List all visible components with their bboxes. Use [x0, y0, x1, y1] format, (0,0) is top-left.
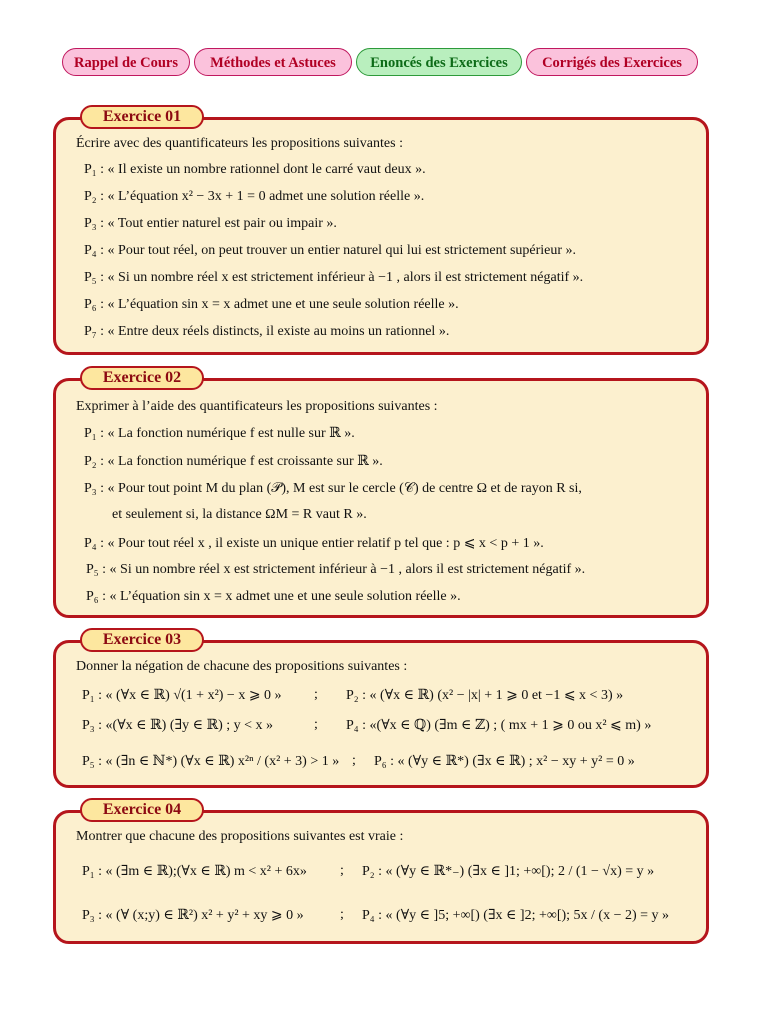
exercise-04 [53, 801, 709, 944]
tab-enonces-des-exercices[interactable]: Enoncés des Exercices [356, 48, 522, 76]
exercise-03-sep-2: ; [314, 717, 318, 732]
navigation-tabs [62, 48, 702, 78]
exercise-03 [53, 631, 709, 788]
exercise-02-prop-3: P₃ : « Pour tout point M du plan (𝒫), M est sur le cercle (𝒞) de centre Ω et de rayon R si, [84, 481, 582, 496]
exercise-01-title: Exercice 01 [80, 105, 204, 129]
exercise-04-prop-1: P₁ : « (∃m ∈ ℝ);(∀x ∈ ℝ) m < x² + 6x» [82, 864, 307, 879]
exercise-02-title: Exercice 02 [80, 366, 204, 390]
exercise-04-sep-1: ; [340, 863, 344, 878]
exercise-03-prop-1: P₁ : « (∀x ∈ ℝ) √(1 + x²) − x ⩾ 0 » [82, 688, 282, 703]
exercise-04-sep-2: ; [340, 907, 344, 922]
exercise-04-title: Exercice 04 [80, 798, 204, 822]
exercise-02-intro: Exprimer à l’aide des quantificateurs les propositions suivantes : [76, 399, 438, 414]
exercise-02-prop-3-continued: et seulement si, la distance ΩM = R vaut R ». [112, 507, 367, 522]
exercise-02-prop-2: P₂ : « La fonction numérique f est croissante sur ℝ ». [84, 454, 383, 469]
exercise-03-prop-3: P₃ : «(∀x ∈ ℝ) (∃y ∈ ℝ) ; y < x » [82, 718, 274, 733]
exercise-03-intro: Donner la négation de chacune des propositions suivantes : [76, 659, 408, 674]
exercise-02-prop-1: P₁ : « La fonction numérique f est nulle sur ℝ ». [84, 426, 355, 441]
exercise-04-prop-2: P₂ : « (∀y ∈ ℝ*₋) (∃x ∈ ]1; +∞[); 2 / (1 − √x) = y » [362, 864, 655, 879]
exercise-02-prop-4: P₄ : « Pour tout réel x , il existe un unique entier relatif p tel que : p ⩽ x < p + 1 ». [84, 536, 544, 551]
exercise-03-prop-5: P₅ : « (∃n ∈ ℕ*) (∀x ∈ ℝ) x²ⁿ / (x² + 3) > 1 » [82, 754, 340, 769]
exercise-03-sep-1: ; [314, 687, 318, 702]
exercise-04-intro: Montrer que chacune des propositions suivantes est vraie : [76, 829, 404, 844]
exercise-01-prop-4: P₄ : « Pour tout réel, on peut trouver un entier naturel qui lui est strictement supérieur ». [84, 243, 577, 258]
exercise-03-prop-2: P₂ : « (∀x ∈ ℝ) (x² − |x| + 1 ⩾ 0 et −1 ⩽ x < 3) » [346, 688, 624, 703]
exercise-02-prop-6: P₆ : « L’équation sin x = x admet une et une seule solution réelle ». [86, 589, 461, 604]
exercise-01-prop-5: P₅ : « Si un nombre réel x est strictement inférieur à −1 , alors il est strictement négatif ». [84, 270, 584, 285]
exercise-01-prop-2: P₂ : « L’équation x² − 3x + 1 = 0 admet une solution réelle ». [84, 189, 425, 204]
exercise-04-prop-3: P₃ : « (∀ (x;y) ∈ ℝ²) x² + y² + xy ⩾ 0 » [82, 908, 304, 923]
exercise-01 [53, 108, 709, 355]
exercise-03-prop-4: P₄ : «(∀x ∈ ℚ) (∃m ∈ ℤ) ; ( mx + 1 ⩾ 0 ou x² ⩽ m) » [346, 718, 652, 733]
exercise-02-prop-5: P₅ : « Si un nombre réel x est strictement inférieur à −1 , alors il est strictement négatif ». [86, 562, 586, 577]
tab-rappel-de-cours[interactable]: Rappel de Cours [62, 48, 190, 76]
exercise-03-prop-6: P₆ : « (∀y ∈ ℝ*) (∃x ∈ ℝ) ; x² − xy + y² = 0 » [374, 754, 635, 769]
tab-corriges-des-exercices[interactable]: Corrigés des Exercices [526, 48, 698, 76]
exercise-04-prop-4: P₄ : « (∀y ∈ ]5; +∞[) (∃x ∈ ]2; +∞[); 5x / (x − 2) = y » [362, 908, 670, 923]
exercise-03-sep-3: ; [352, 753, 356, 768]
exercise-01-intro: Écrire avec des quantificateurs les propositions suivantes : [76, 136, 403, 151]
exercise-01-prop-1: P₁ : « Il existe un nombre rationnel dont le carré vaut deux ». [84, 162, 426, 177]
exercise-01-prop-3: P₃ : « Tout entier naturel est pair ou impair ». [84, 216, 337, 231]
exercise-01-prop-7: P₇ : « Entre deux réels distincts, il existe au moins un rationnel ». [84, 324, 450, 339]
exercise-01-prop-6: P₆ : « L’équation sin x = x admet une et une seule solution réelle ». [84, 297, 459, 312]
exercise-03-title: Exercice 03 [80, 628, 204, 652]
exercise-02 [53, 369, 709, 618]
tab-methodes-et-astuces[interactable]: Méthodes et Astuces [194, 48, 352, 76]
